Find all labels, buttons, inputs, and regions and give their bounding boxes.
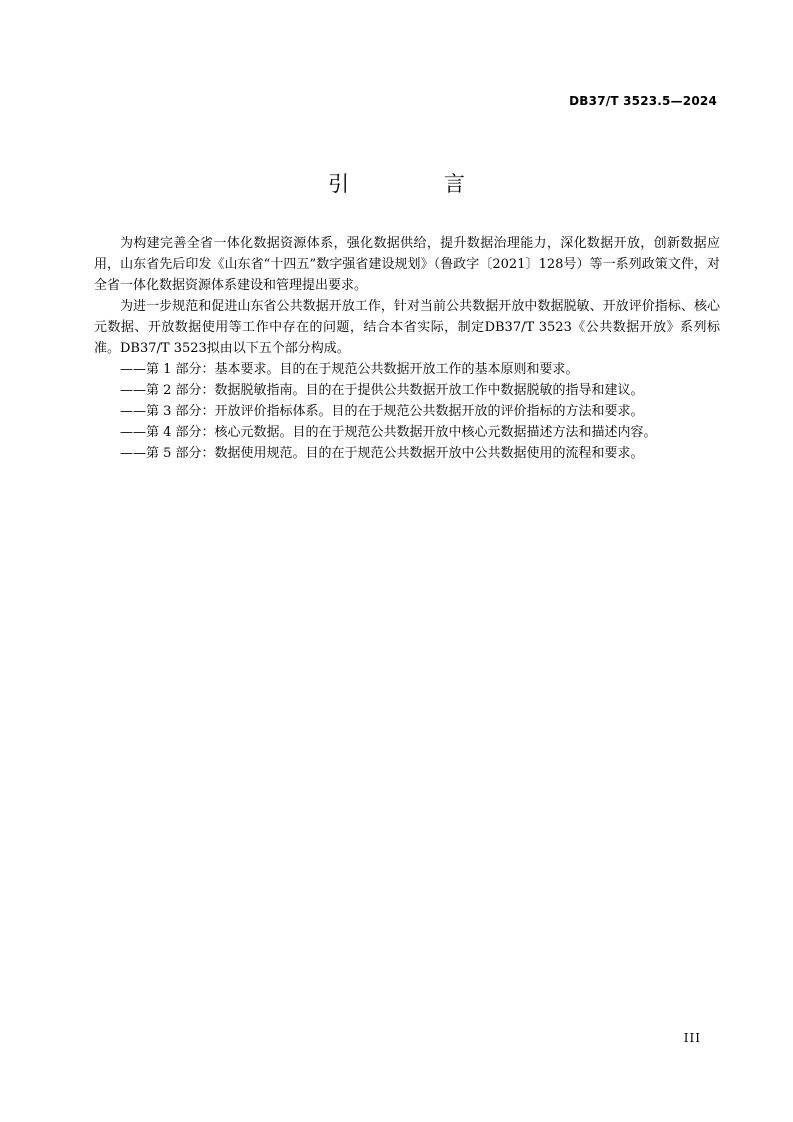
part-item: ——第 5 部分：数据使用规范。目的在于规范公共数据开放中公共数据使用的流程和要求。 xyxy=(120,446,644,461)
part-item: ——第 3 部分：开放评价指标体系。目的在于规范公共数据开放的评价指标的方法和要求。 xyxy=(120,404,644,419)
part-item: ——第 4 部分：核心元数据。目的在于规范公共数据开放中核心元数据描述方法和描述内容。 xyxy=(120,425,657,440)
part-item: ——第 2 部分：数据脱敏指南。目的在于提供公共数据开放工作中数据脱敏的指导和建议。 xyxy=(120,383,644,398)
paragraph: 为构建完善全省一体化数据资源体系，强化数据供给，提升数据治理能力，深化数据开放，创新数据应用，山东省先后印发《山东省“十四五”数字强省建设规划》（鲁政字〔2021〕128号）等一系列政策文件，对全省一体化数据资源体系建设和管理提出要求。 xyxy=(94,236,720,293)
standard-code: DB37/T 3523.5—2024 xyxy=(569,94,717,108)
page-number: III xyxy=(683,1031,701,1045)
paragraph: 为进一步规范和促进山东省公共数据开放工作，针对当前公共数据开放中数据脱敏、开放评价指标、核心元数据、开放数据使用等工作中存在的问题，结合本省实际，制定DB37/T 3523《公共数据开放》系列标准。DB37/T 3523拟由以下五个部分构成。 xyxy=(94,299,720,356)
part-item: ——第 1 部分：基本要求。目的在于规范公共数据开放工作的基本原则和要求。 xyxy=(120,362,579,377)
introduction-body xyxy=(94,233,720,464)
page-title: 引 言 xyxy=(328,172,509,196)
